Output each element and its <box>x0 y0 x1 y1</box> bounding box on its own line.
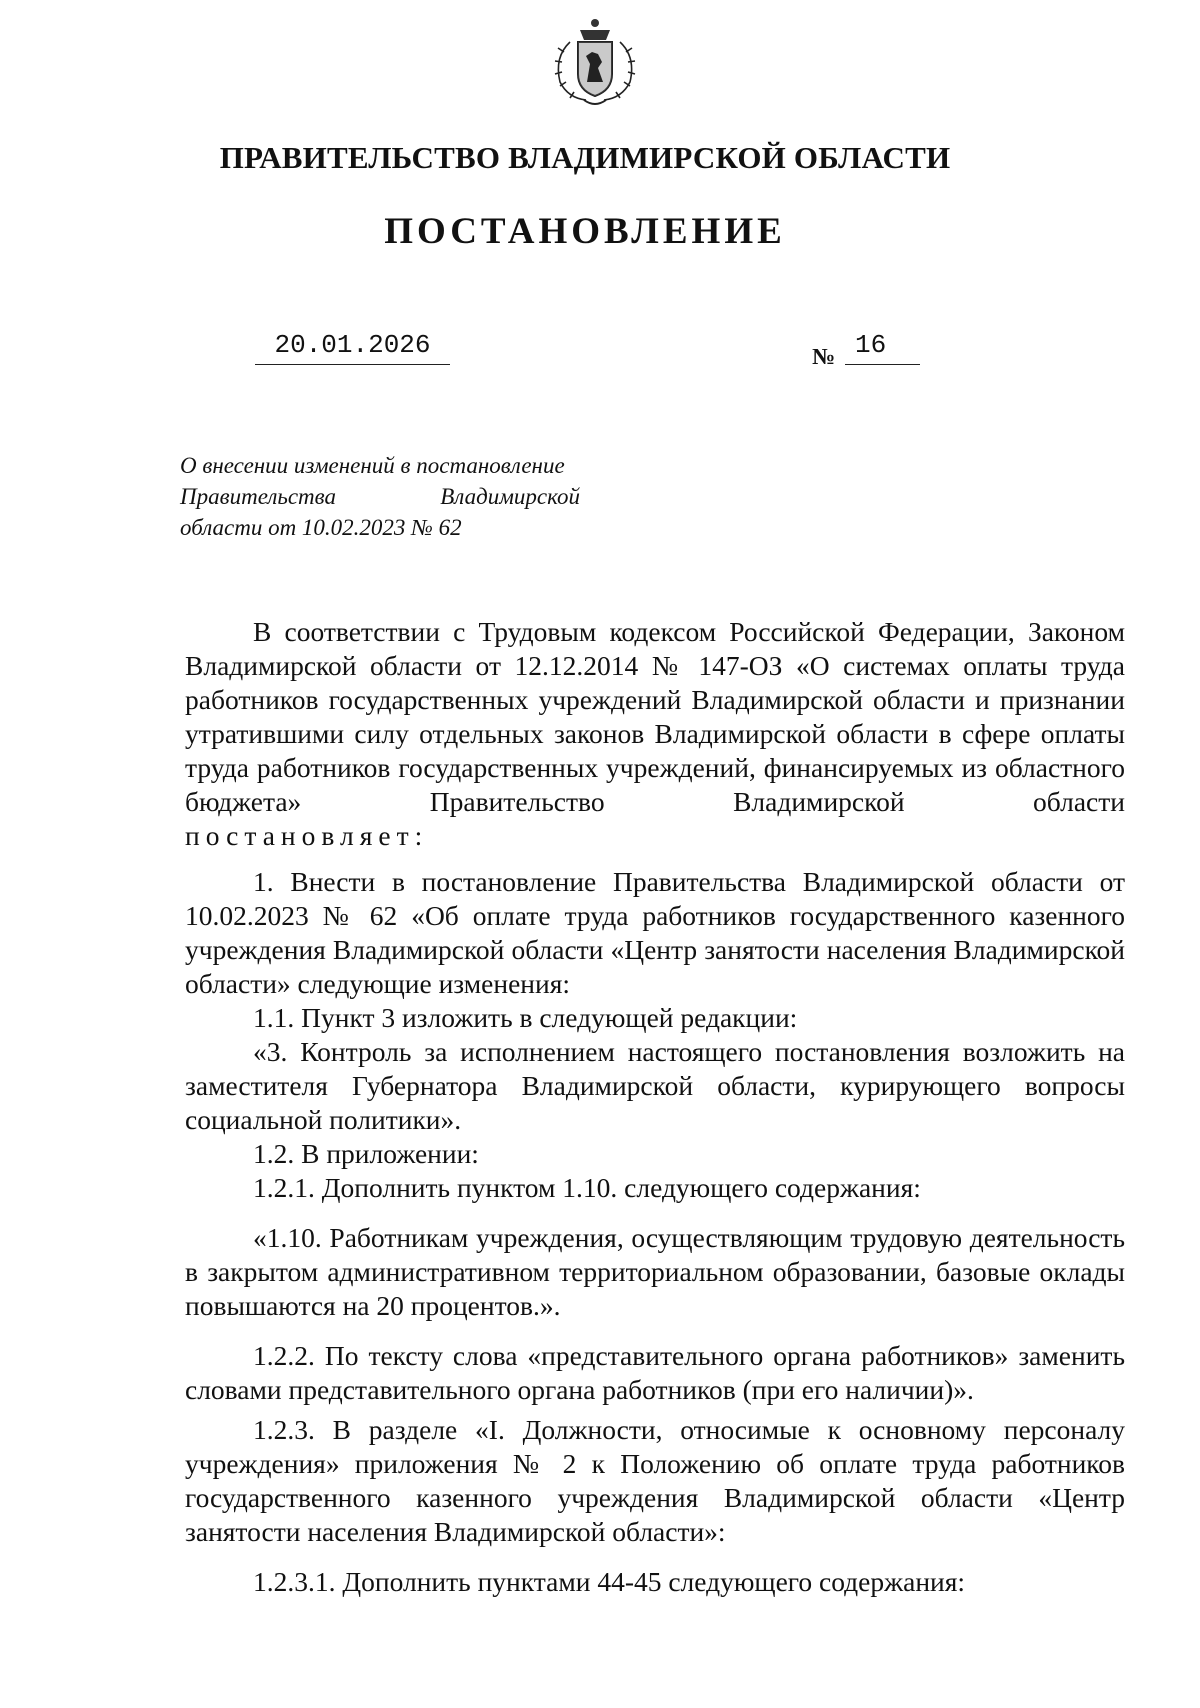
preamble-paragraph: В соответствии с Трудовым кодексом Российской Федерации, Законом Владимирской области от 12.12.2014 № 147-ОЗ «О системах оплаты труда работников государственных учреждений Владимирской области и признании утратившими силу отдельных законов Владимирской области в сфере оплаты труда работников государственных учреждений, финансируемых из областного бюджета» Правительство Владимирской области <box>185 616 1125 817</box>
subject-line: области от 10.02.2023 № 62 <box>180 515 462 540</box>
clause-1-2-1-text: «1.10. Работникам учреждения, осуществляющим трудовую деятельность в закрытом административном территориальном образовании, базовые оклады повышаются на 20 процентов.». <box>185 1222 1125 1321</box>
document-type: ПОСТАНОВЛЕНИЕ <box>384 211 786 252</box>
subject-line: О внесении изменений в постановление <box>180 453 565 478</box>
clause-1-1-text: «3. Контроль за исполнением настоящего постановления возложить на заместителя Губернатора Владимирской области, курирующего вопросы социальной политики». <box>185 1036 1125 1135</box>
number-label: № <box>812 344 836 369</box>
clause-1-2: 1.2. В приложении: <box>253 1138 479 1169</box>
clause-1-2-1: 1.2.1. Дополнить пунктом 1.10. следующего содержания: <box>253 1172 921 1203</box>
clause-1-2-3: 1.2.3. В разделе «I. Должности, относимые к основному персоналу учреждения» приложения № 2 к Положению об оплате труда работников государственного казенного учреждения Владимирской области «Центр занятости населения Владимирской области»: <box>185 1414 1125 1547</box>
subject-line: Правительства Владимирской <box>180 484 580 509</box>
clause-1: 1. Внести в постановление Правительства Владимирской области от 10.02.2023 № 62 «Об оплате труда работников государственного казенного учреждения Владимирской области «Центр занятости населения Владимирской области» следующие изменения: <box>185 866 1125 999</box>
coat-of-arms-emblem <box>540 12 650 112</box>
clause-1-2-2: 1.2.2. По тексту слова «представительного органа работников» заменить словами представительного органа работников (при его наличии)». <box>185 1340 1125 1405</box>
clause-1-1: 1.1. Пункт 3 изложить в следующей редакции: <box>253 1002 798 1033</box>
government-title: ПРАВИТЕЛЬСТВО ВЛАДИМИРСКОЙ ОБЛАСТИ <box>219 140 951 175</box>
decree-word: постановляет: <box>185 820 429 851</box>
document-date: 20.01.2026 <box>255 330 450 365</box>
document-number: 16 <box>845 330 920 365</box>
document-subject <box>180 450 580 543</box>
document-body <box>185 615 1125 1599</box>
clause-1-2-3-1: 1.2.3.1. Дополнить пунктами 44-45 следующего содержания: <box>253 1566 966 1597</box>
